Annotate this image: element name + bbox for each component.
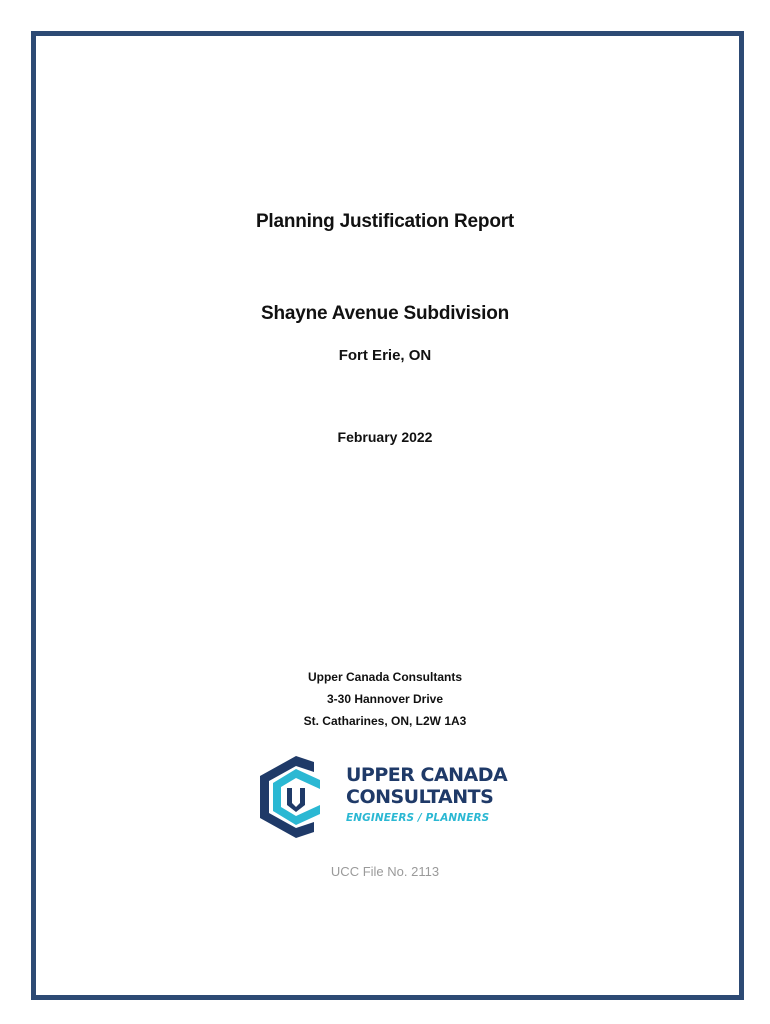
report-title: Planning Justification Report bbox=[255, 211, 515, 232]
logo-text-line-2: CONSULTANTS bbox=[346, 786, 494, 808]
company-logo bbox=[256, 752, 520, 838]
report-date: February 2022 bbox=[337, 429, 433, 445]
logo-tagline: ENGINEERS / PLANNERS bbox=[346, 812, 490, 824]
address-line-1: 3-30 Hannover Drive bbox=[326, 692, 444, 706]
location: Fort Erie, ON bbox=[338, 347, 432, 364]
subdivision-title: Shayne Avenue Subdivision bbox=[260, 303, 510, 324]
company-name: Upper Canada Consultants bbox=[307, 670, 463, 684]
address-line-2: St. Catharines, ON, L2W 1A3 bbox=[303, 714, 467, 728]
file-number: UCC File No. 2113 bbox=[330, 864, 440, 879]
page-border bbox=[31, 31, 744, 1000]
hexagon-uc-logo-icon bbox=[256, 756, 336, 838]
logo-text-line-1: UPPER CANADA bbox=[346, 764, 508, 786]
